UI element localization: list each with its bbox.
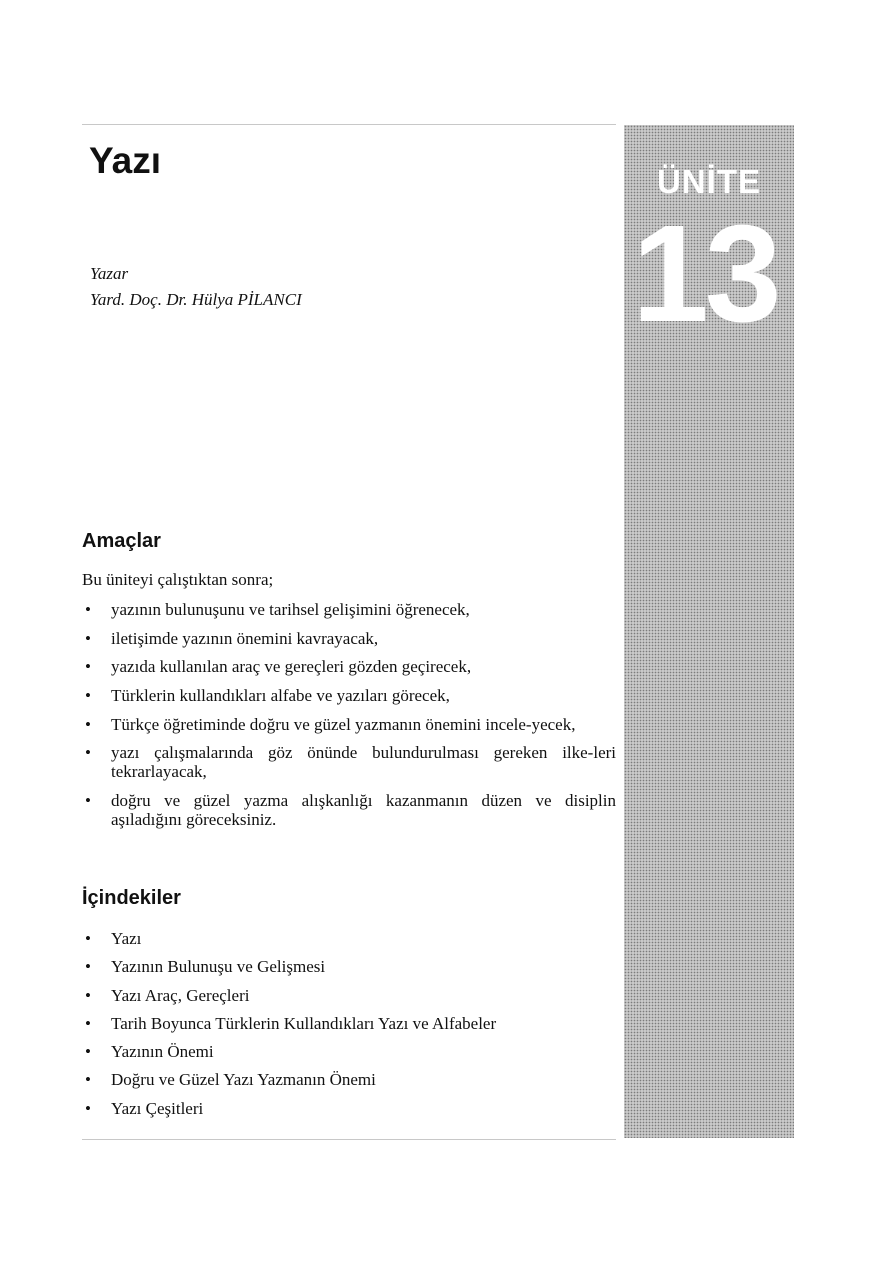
- list-item-text: Tarih Boyunca Türklerin Kullandıkları Yazı ve Alfabeler: [111, 1013, 497, 1033]
- bullet: •: [85, 1098, 91, 1118]
- list-item-text: Yazının Önemi: [111, 1042, 214, 1062]
- bullet: •: [85, 686, 91, 706]
- page-title: Yazı: [89, 140, 161, 181]
- bullet: •: [85, 600, 91, 619]
- list-item-text: Türklerin kullandıkları alfabe ve yazıları görecek,: [111, 686, 450, 706]
- list-item-text: Türkçe öğretiminde doğru ve güzel yazmanın önemini incele-yecek,: [111, 714, 576, 734]
- list-item: [82, 600, 616, 619]
- author-block: [90, 261, 302, 313]
- unit-number: 13: [632, 197, 778, 351]
- list-item: [82, 743, 616, 781]
- list-item: [82, 657, 616, 676]
- goals-heading: Amaçlar: [82, 530, 161, 552]
- goals-list: [82, 600, 616, 839]
- bullet: •: [85, 957, 91, 977]
- author-label: Yazar: [90, 264, 129, 283]
- list-item: [82, 1014, 616, 1033]
- goals-intro: Bu üniteyi çalıştıktan sonra;: [82, 570, 274, 589]
- bullet: •: [85, 791, 91, 811]
- bullet: •: [85, 1070, 91, 1090]
- bullet: •: [85, 1013, 91, 1033]
- bullet: •: [85, 929, 91, 948]
- list-item-text: Yazının Bulunuşu ve Gelişmesi: [111, 957, 326, 977]
- list-item-text: Yazı Çeşitleri: [111, 1098, 204, 1118]
- list-item-text: yazıda kullanılan araç ve gereçleri gözden geçirecek,: [111, 657, 472, 677]
- unit-label: ÜNİTE: [657, 163, 761, 200]
- bullet: •: [85, 657, 91, 677]
- unit-sidebar: [624, 125, 794, 1138]
- list-item-text: Doğru ve Güzel Yazı Yazmanın Önemi: [111, 1070, 376, 1090]
- contents-list: [82, 929, 616, 1127]
- list-item: [82, 986, 616, 1005]
- bullet: •: [85, 743, 91, 763]
- contents-heading: İçindekiler: [82, 887, 181, 909]
- list-item: [82, 686, 616, 705]
- bullet: •: [85, 1042, 91, 1062]
- list-item-text: yazının bulunuşunu ve tarihsel gelişimini öğrenecek,: [111, 600, 470, 619]
- list-item: [82, 791, 616, 829]
- top-rule: [82, 124, 616, 125]
- bottom-rule: [82, 1139, 616, 1140]
- bullet: •: [85, 714, 91, 734]
- list-item-text: doğru ve güzel yazma alışkanlığı kazanmanın düzen ve disiplin aşıladığını göreceksiniz.: [111, 791, 616, 830]
- list-item: [82, 1099, 616, 1118]
- list-item: [82, 1042, 616, 1061]
- list-item: [82, 929, 616, 948]
- list-item: [82, 715, 616, 734]
- list-item: [82, 957, 616, 976]
- list-item: [82, 1070, 616, 1089]
- list-item-text: yazı çalışmalarında göz önünde bulundurulması gereken ilke-leri tekrarlayacak,: [111, 743, 616, 782]
- author-name: Yard. Doç. Dr. Hülya PİLANCI: [90, 290, 302, 309]
- bullet: •: [85, 985, 91, 1005]
- list-item: [82, 629, 616, 648]
- list-item-text: iletişimde yazının önemini kavrayacak,: [111, 628, 379, 648]
- bullet: •: [85, 628, 91, 648]
- list-item-text: Yazı: [111, 929, 142, 948]
- list-item-text: Yazı Araç, Gereçleri: [111, 985, 250, 1005]
